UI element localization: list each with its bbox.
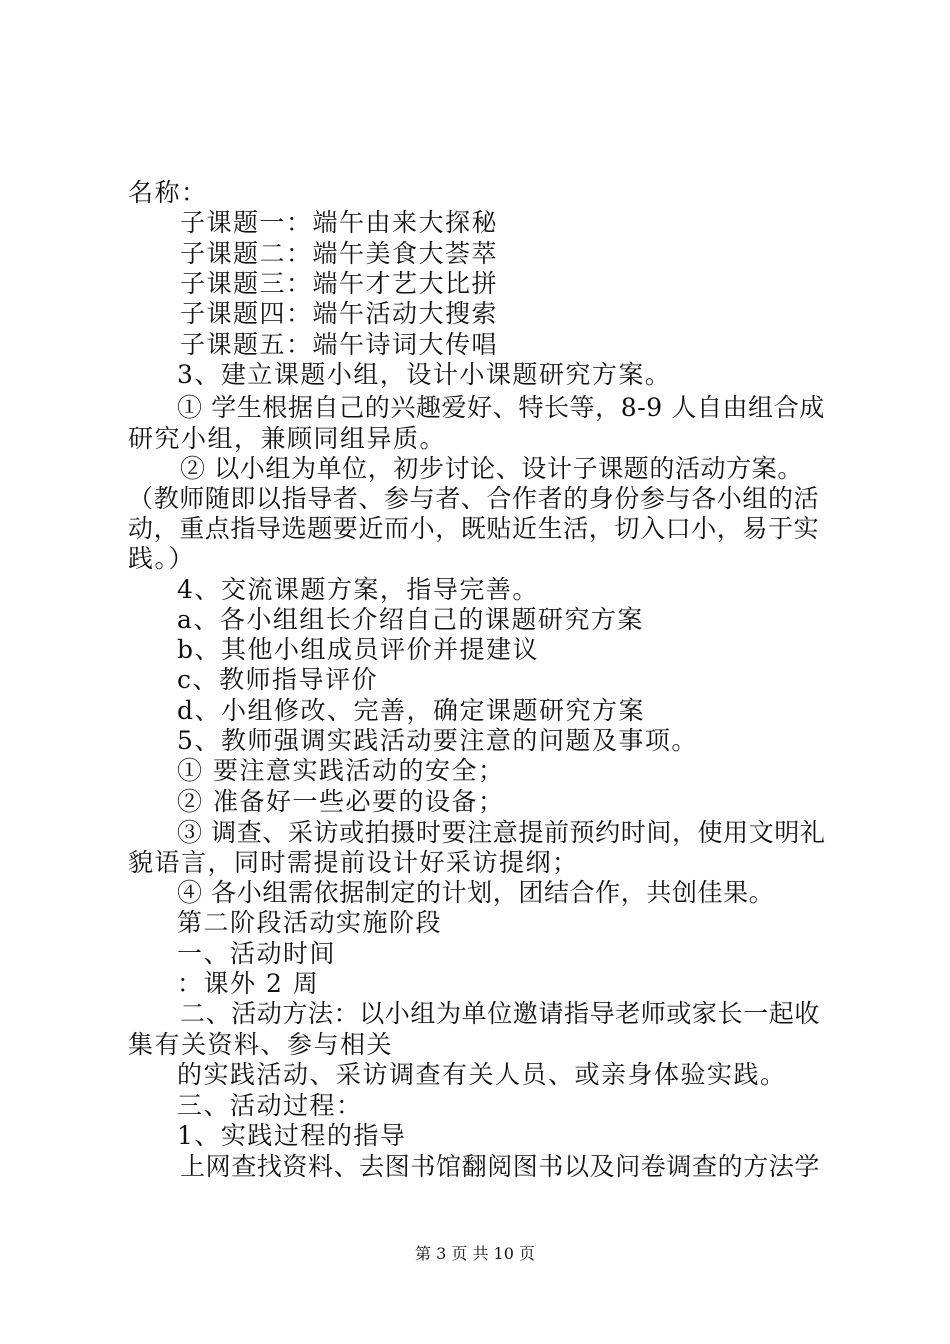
text-line: 三、活动过程： [177, 1091, 363, 1120]
text-line: 第二阶段活动实施阶段 [177, 908, 443, 937]
text-line: 子课题四：端午活动大搜索 [180, 299, 499, 328]
text-line: ① 要注意实践活动的安全； [177, 756, 505, 785]
text-line: 一、活动时间 [177, 939, 337, 968]
text-line: 子课题五：端午诗词大传唱 [180, 330, 499, 359]
text-line: ④ 各小组需依据制定的计划，团结合作，共创佳果。 [177, 878, 775, 907]
text-line: ② 以小组为单位，初步讨论、设计子课题的活动方案。 [180, 454, 803, 483]
text-line: ① 学生根据自己的兴趣爱好、特长等，8-9 人自由组合成 [177, 393, 825, 422]
text-line: 1、实践过程的指导 [177, 1121, 407, 1150]
text-line: 子课题二：端午美食大荟萃 [180, 239, 499, 268]
text-line: 3、建立课题小组，设计小课题研究方案。 [177, 360, 672, 389]
text-line: 二、活动方法：以小组为单位邀请指导老师或家长一起收 [180, 999, 821, 1028]
text-line: 研究小组，兼顾同组异质。 [128, 424, 447, 453]
text-line: 貌语言，同时需提前设计好采访提纲； [128, 848, 579, 877]
text-line: （教师随即以指导者、参与者、合作者的身份参与各小组的活 [128, 484, 820, 513]
text-line: 子课题一：端午由来大探秘 [180, 208, 499, 237]
text-line: d、小组修改、完善，确定课题研究方案 [177, 696, 646, 725]
text-line: ：课外 2 周 [177, 969, 320, 998]
text-line: a、各小组组长介绍自己的课题研究方案 [177, 605, 644, 634]
text-line: c、教师指导评价 [177, 665, 379, 694]
text-line: 4、交流课题方案，指导完善。 [177, 575, 539, 604]
text-line: ③ 调查、采访或拍摄时要注意提前预约时间，使用文明礼 [177, 818, 826, 847]
text-line: 践。） [128, 544, 196, 573]
text-line: 名称： [128, 178, 208, 207]
text-line: 的实践活动、采访调查有关人员、或亲身体验实践。 [177, 1060, 787, 1089]
text-line: 集有关资料、参与相关 [128, 1030, 394, 1059]
text-line: 5、教师强调实践活动要注意的问题及事项。 [177, 726, 698, 755]
text-line: 上网查找资料、去图书馆翻阅图书以及问卷调查的方法学 [180, 1152, 821, 1181]
text-line: ② 准备好一些必要的设备； [177, 787, 505, 816]
page-number-footer: 第 3 页 共 10 页 [415, 1244, 535, 1263]
text-line: 动，重点指导选题要近而小，既贴近生活，切入口小，易于实 [128, 514, 820, 543]
text-line: 子课题三：端午才艺大比拼 [180, 269, 499, 298]
text-line: b、其他小组成员评价并提建议 [177, 635, 540, 664]
